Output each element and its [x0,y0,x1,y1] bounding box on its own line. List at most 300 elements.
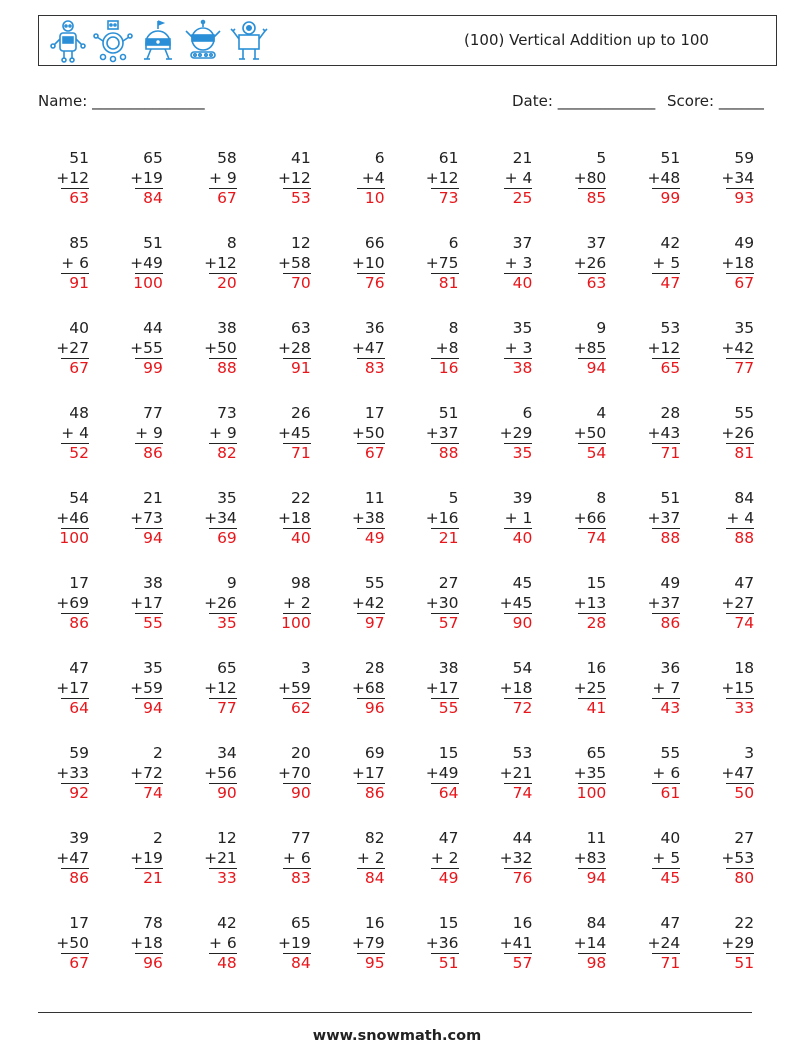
answer: 54 [586,444,607,462]
addend-top: 55 [734,404,755,422]
addition-problem [29,574,89,634]
addition-problem [103,234,163,294]
answer: 91 [69,274,89,292]
date-field[interactable] [512,92,655,110]
addition-problem [620,319,680,379]
addend-bottom: +8 [435,338,459,357]
answer: 51 [734,954,755,972]
addend-top: 38 [217,319,237,337]
answer: 71 [660,444,681,462]
addition-problem [620,574,680,634]
addition-problem [103,659,163,719]
addend-top: 47 [438,829,459,847]
addend-bottom: +79 [351,933,385,952]
answer: 77 [734,359,755,377]
addend-top: 11 [364,489,385,507]
answer: 85 [586,189,607,207]
addend-top: 22 [290,489,311,507]
answer: 94 [143,699,163,717]
addend-bottom: +18 [499,678,533,697]
addition-problem [620,149,680,209]
addend-top: 40 [660,829,681,847]
addend-bottom: + 2 [282,593,311,612]
answer: 67 [69,954,89,972]
answer: 63 [69,189,89,207]
answer: 84 [290,954,311,972]
answer: 86 [143,444,163,462]
answer: 67 [69,359,89,377]
answer: 74 [734,614,755,632]
score-field[interactable] [667,92,764,110]
addition-problem [620,744,680,804]
addend-bottom: +37 [647,593,681,612]
addend-top: 28 [364,659,385,677]
addition-problem [694,914,754,974]
answer: 80 [734,869,755,887]
addend-bottom: +34 [204,508,237,527]
addend-bottom: + 6 [282,848,311,867]
addition-problem [546,659,606,719]
addend-bottom: +49 [130,253,163,272]
robot-5-icon [229,19,269,63]
answer: 92 [69,784,89,802]
addend-top: 65 [586,744,607,762]
addend-bottom: + 4 [504,168,533,187]
addition-problem [472,914,532,974]
answer: 100 [59,529,89,547]
addend-bottom: +18 [721,253,755,272]
addend-top: 35 [217,489,237,507]
addition-problem [546,829,606,889]
addend-top: 35 [512,319,533,337]
addition-problem [472,404,532,464]
answer: 97 [364,614,385,632]
addition-problem [177,319,237,379]
addend-top: 15 [438,914,459,932]
answer: 71 [290,444,311,462]
addend-bottom: +27 [721,593,755,612]
answer: 65 [660,359,681,377]
addition-problem [251,574,311,634]
addition-problem [325,149,385,209]
addition-problem [620,829,680,889]
addend-top: 17 [364,404,385,422]
addition-problem [29,914,89,974]
addition-problem [29,659,89,719]
addend-top: 98 [290,574,311,592]
addend-top: 15 [586,574,607,592]
addition-problem [103,574,163,634]
addition-problem [29,234,89,294]
addition-problem [29,744,89,804]
answer: 99 [660,189,681,207]
addition-problem [325,914,385,974]
addition-problem [472,234,532,294]
addend-top: 65 [290,914,311,932]
addition-problem [29,489,89,549]
answer: 35 [217,614,237,632]
addend-top: 65 [143,149,163,167]
answer: 33 [217,869,237,887]
addend-bottom: + 5 [652,253,681,272]
addend-bottom: +17 [130,593,163,612]
score-label: Score: [667,92,715,110]
addend-top: 8 [448,319,459,337]
addition-problem [620,914,680,974]
addition-problem [694,829,754,889]
addend-top: 2 [153,744,163,762]
addend-top: 54 [69,489,89,507]
addition-problem [546,149,606,209]
addend-top: 69 [364,744,385,762]
addition-problem [29,319,89,379]
addition-problem [177,574,237,634]
addend-bottom: +58 [277,253,311,272]
addend-top: 18 [734,659,755,677]
addend-top: 42 [660,234,681,252]
answer: 94 [143,529,163,547]
addend-top: 85 [69,234,89,252]
addend-top: 54 [512,659,533,677]
addend-bottom: +29 [721,933,755,952]
addition-problem [325,829,385,889]
addend-bottom: +80 [573,168,607,187]
answer: 67 [734,274,755,292]
addend-top: 15 [438,744,459,762]
answer: 88 [734,529,755,547]
addition-problem [177,914,237,974]
addend-top: 59 [734,149,755,167]
addend-bottom: +49 [425,763,459,782]
addend-bottom: +19 [130,848,163,867]
addition-problem [103,744,163,804]
addition-problem [399,659,459,719]
addend-bottom: +15 [721,678,755,697]
answer: 38 [512,359,533,377]
addition-problem [325,574,385,634]
addend-bottom: + 7 [652,678,681,697]
addend-top: 51 [660,489,681,507]
addend-bottom: + 3 [504,253,533,272]
addition-problem [177,659,237,719]
addition-problem [694,319,754,379]
addend-top: 39 [69,829,89,847]
answer: 48 [217,954,237,972]
addition-problem [546,234,606,294]
addition-problem [472,829,532,889]
addend-bottom: + 9 [209,423,237,442]
addend-top: 16 [512,914,533,932]
addend-bottom: +17 [351,763,385,782]
addend-bottom: +37 [425,423,459,442]
answer: 77 [217,699,237,717]
answer: 86 [69,614,89,632]
addend-bottom: +14 [573,933,607,952]
answer: 62 [290,699,311,717]
name-blank[interactable]: _______________ [92,92,205,110]
answer: 16 [438,359,459,377]
addend-bottom: +12 [647,338,681,357]
addend-bottom: +47 [351,338,385,357]
addition-problem [177,744,237,804]
addition-problem [472,574,532,634]
addition-problem [177,404,237,464]
addend-top: 9 [226,574,237,592]
answer: 47 [660,274,681,292]
answer: 51 [438,954,459,972]
addition-problem [694,404,754,464]
addend-top: 38 [143,574,163,592]
addition-problem [29,149,89,209]
addition-problem [694,744,754,804]
answer: 91 [290,359,311,377]
answer: 74 [512,784,533,802]
answer: 45 [660,869,681,887]
addition-problem [472,489,532,549]
addend-bottom: +47 [721,763,755,782]
addition-problem [399,744,459,804]
addend-top: 42 [217,914,237,932]
answer: 21 [438,529,459,547]
addition-problem [325,489,385,549]
addend-top: 35 [143,659,163,677]
addend-top: 35 [734,319,755,337]
addend-top: 27 [438,574,459,592]
answer: 90 [290,784,311,802]
addition-problem [103,914,163,974]
addition-problem [103,404,163,464]
addend-bottom: + 4 [61,423,89,442]
addend-top: 55 [660,744,681,762]
addend-bottom: +28 [277,338,311,357]
addition-problem [472,319,532,379]
addition-problem [325,744,385,804]
addend-bottom: +26 [573,253,607,272]
name-label: Name: [38,92,88,110]
answer: 49 [438,869,459,887]
addend-top: 47 [660,914,681,932]
addend-bottom: + 2 [430,848,459,867]
addition-problem [472,744,532,804]
addend-top: 3 [744,744,755,762]
addend-bottom: +50 [351,423,385,442]
addend-bottom: +50 [573,423,607,442]
addend-top: 36 [660,659,681,677]
addend-top: 77 [290,829,311,847]
answer: 57 [438,614,459,632]
answer: 93 [734,189,755,207]
answer: 43 [660,699,681,717]
answer: 64 [438,784,459,802]
answer: 55 [143,614,163,632]
addend-top: 51 [660,149,681,167]
addition-problem [325,319,385,379]
score-blank[interactable]: ______ [718,92,764,110]
addend-bottom: +12 [56,168,89,187]
addend-bottom: +30 [425,593,459,612]
addend-top: 20 [290,744,311,762]
answer: 84 [143,189,163,207]
addition-problem [546,489,606,549]
addend-bottom: +24 [647,933,681,952]
addend-top: 5 [448,489,459,507]
answer: 41 [586,699,607,717]
addend-top: 44 [143,319,163,337]
addend-top: 53 [660,319,681,337]
addition-problem [620,404,680,464]
addend-bottom: +12 [204,678,237,697]
addend-top: 39 [512,489,533,507]
addend-bottom: + 5 [652,848,681,867]
addend-bottom: + 9 [135,423,163,442]
addend-top: 11 [586,829,607,847]
answer: 96 [143,954,163,972]
addition-problem [546,319,606,379]
answer: 25 [512,189,533,207]
addend-bottom: +47 [56,848,89,867]
answer: 71 [660,954,681,972]
answer: 74 [143,784,163,802]
answer: 64 [69,699,89,717]
answer: 100 [576,784,607,802]
addition-problem [251,489,311,549]
addend-bottom: +12 [425,168,459,187]
addend-top: 37 [586,234,607,252]
addition-problem [251,404,311,464]
addend-bottom: +26 [204,593,237,612]
addition-problem [472,659,532,719]
addition-problem [325,659,385,719]
answer: 55 [438,699,459,717]
date-blank[interactable]: _____________ [557,92,656,110]
addend-bottom: +19 [130,168,163,187]
answer: 63 [586,274,607,292]
addend-top: 5 [596,149,607,167]
date-label: Date: [512,92,553,110]
answer: 86 [660,614,681,632]
addend-top: 6 [522,404,533,422]
addend-top: 6 [374,149,385,167]
addend-bottom: + 1 [504,508,533,527]
addend-bottom: +18 [130,933,163,952]
addition-problem [694,489,754,549]
answer: 88 [660,529,681,547]
answer: 57 [512,954,533,972]
addend-bottom: +12 [204,253,237,272]
answer: 72 [512,699,533,717]
answer: 86 [69,869,89,887]
addition-problem [325,234,385,294]
addition-problem [399,149,459,209]
addend-top: 77 [143,404,163,422]
answer: 50 [734,784,755,802]
addition-problem [472,149,532,209]
addend-top: 26 [290,404,311,422]
addend-bottom: + 3 [504,338,533,357]
answer: 20 [217,274,237,292]
addend-bottom: +45 [499,593,533,612]
addend-bottom: +72 [130,763,163,782]
answer: 83 [290,869,311,887]
answer: 83 [364,359,385,377]
answer: 70 [290,274,311,292]
addend-bottom: +4 [361,168,385,187]
addend-bottom: +17 [425,678,459,697]
addend-top: 51 [143,234,163,252]
addend-top: 49 [660,574,681,592]
addition-problem [177,149,237,209]
addend-bottom: + 6 [209,933,237,952]
answer: 73 [438,189,459,207]
addend-top: 16 [364,914,385,932]
addend-top: 47 [734,574,755,592]
addend-top: 47 [69,659,89,677]
name-field[interactable] [38,92,205,110]
addition-problem [251,234,311,294]
addend-top: 84 [734,489,755,507]
answer: 86 [364,784,385,802]
header-box [38,15,777,66]
addend-top: 9 [596,319,607,337]
answer: 99 [143,359,163,377]
addend-top: 8 [226,234,237,252]
answer: 40 [512,274,533,292]
answer: 21 [143,869,163,887]
addend-top: 28 [660,404,681,422]
addend-top: 82 [364,829,385,847]
answer: 90 [512,614,533,632]
answer: 40 [290,529,311,547]
addition-problem [694,234,754,294]
addend-top: 53 [512,744,533,762]
addend-top: 12 [290,234,311,252]
addend-top: 58 [217,149,237,167]
addend-top: 3 [300,659,311,677]
answer: 76 [512,869,533,887]
answer: 53 [290,189,311,207]
addend-top: 21 [143,489,163,507]
addend-top: 17 [69,574,89,592]
answer: 52 [69,444,89,462]
addend-bottom: + 6 [652,763,681,782]
addend-bottom: +18 [277,508,311,527]
answer: 61 [660,784,681,802]
addend-bottom: +48 [647,168,681,187]
addition-problem [620,234,680,294]
addend-bottom: +12 [277,168,311,187]
addend-bottom: +43 [647,423,681,442]
addition-problem [399,574,459,634]
addend-bottom: +27 [56,338,89,357]
addition-problem [177,489,237,549]
addition-problem [325,404,385,464]
answer: 81 [734,444,755,462]
addend-bottom: +55 [130,338,163,357]
addend-top: 59 [69,744,89,762]
answer: 67 [217,189,237,207]
answer: 88 [217,359,237,377]
addend-bottom: +34 [721,168,755,187]
addend-top: 55 [364,574,385,592]
addend-bottom: +42 [351,593,385,612]
addend-bottom: +17 [56,678,89,697]
addend-bottom: +41 [499,933,533,952]
answer: 35 [512,444,533,462]
addend-bottom: +70 [277,763,311,782]
addend-bottom: + 2 [356,848,385,867]
answer: 69 [217,529,237,547]
addition-problem [251,149,311,209]
